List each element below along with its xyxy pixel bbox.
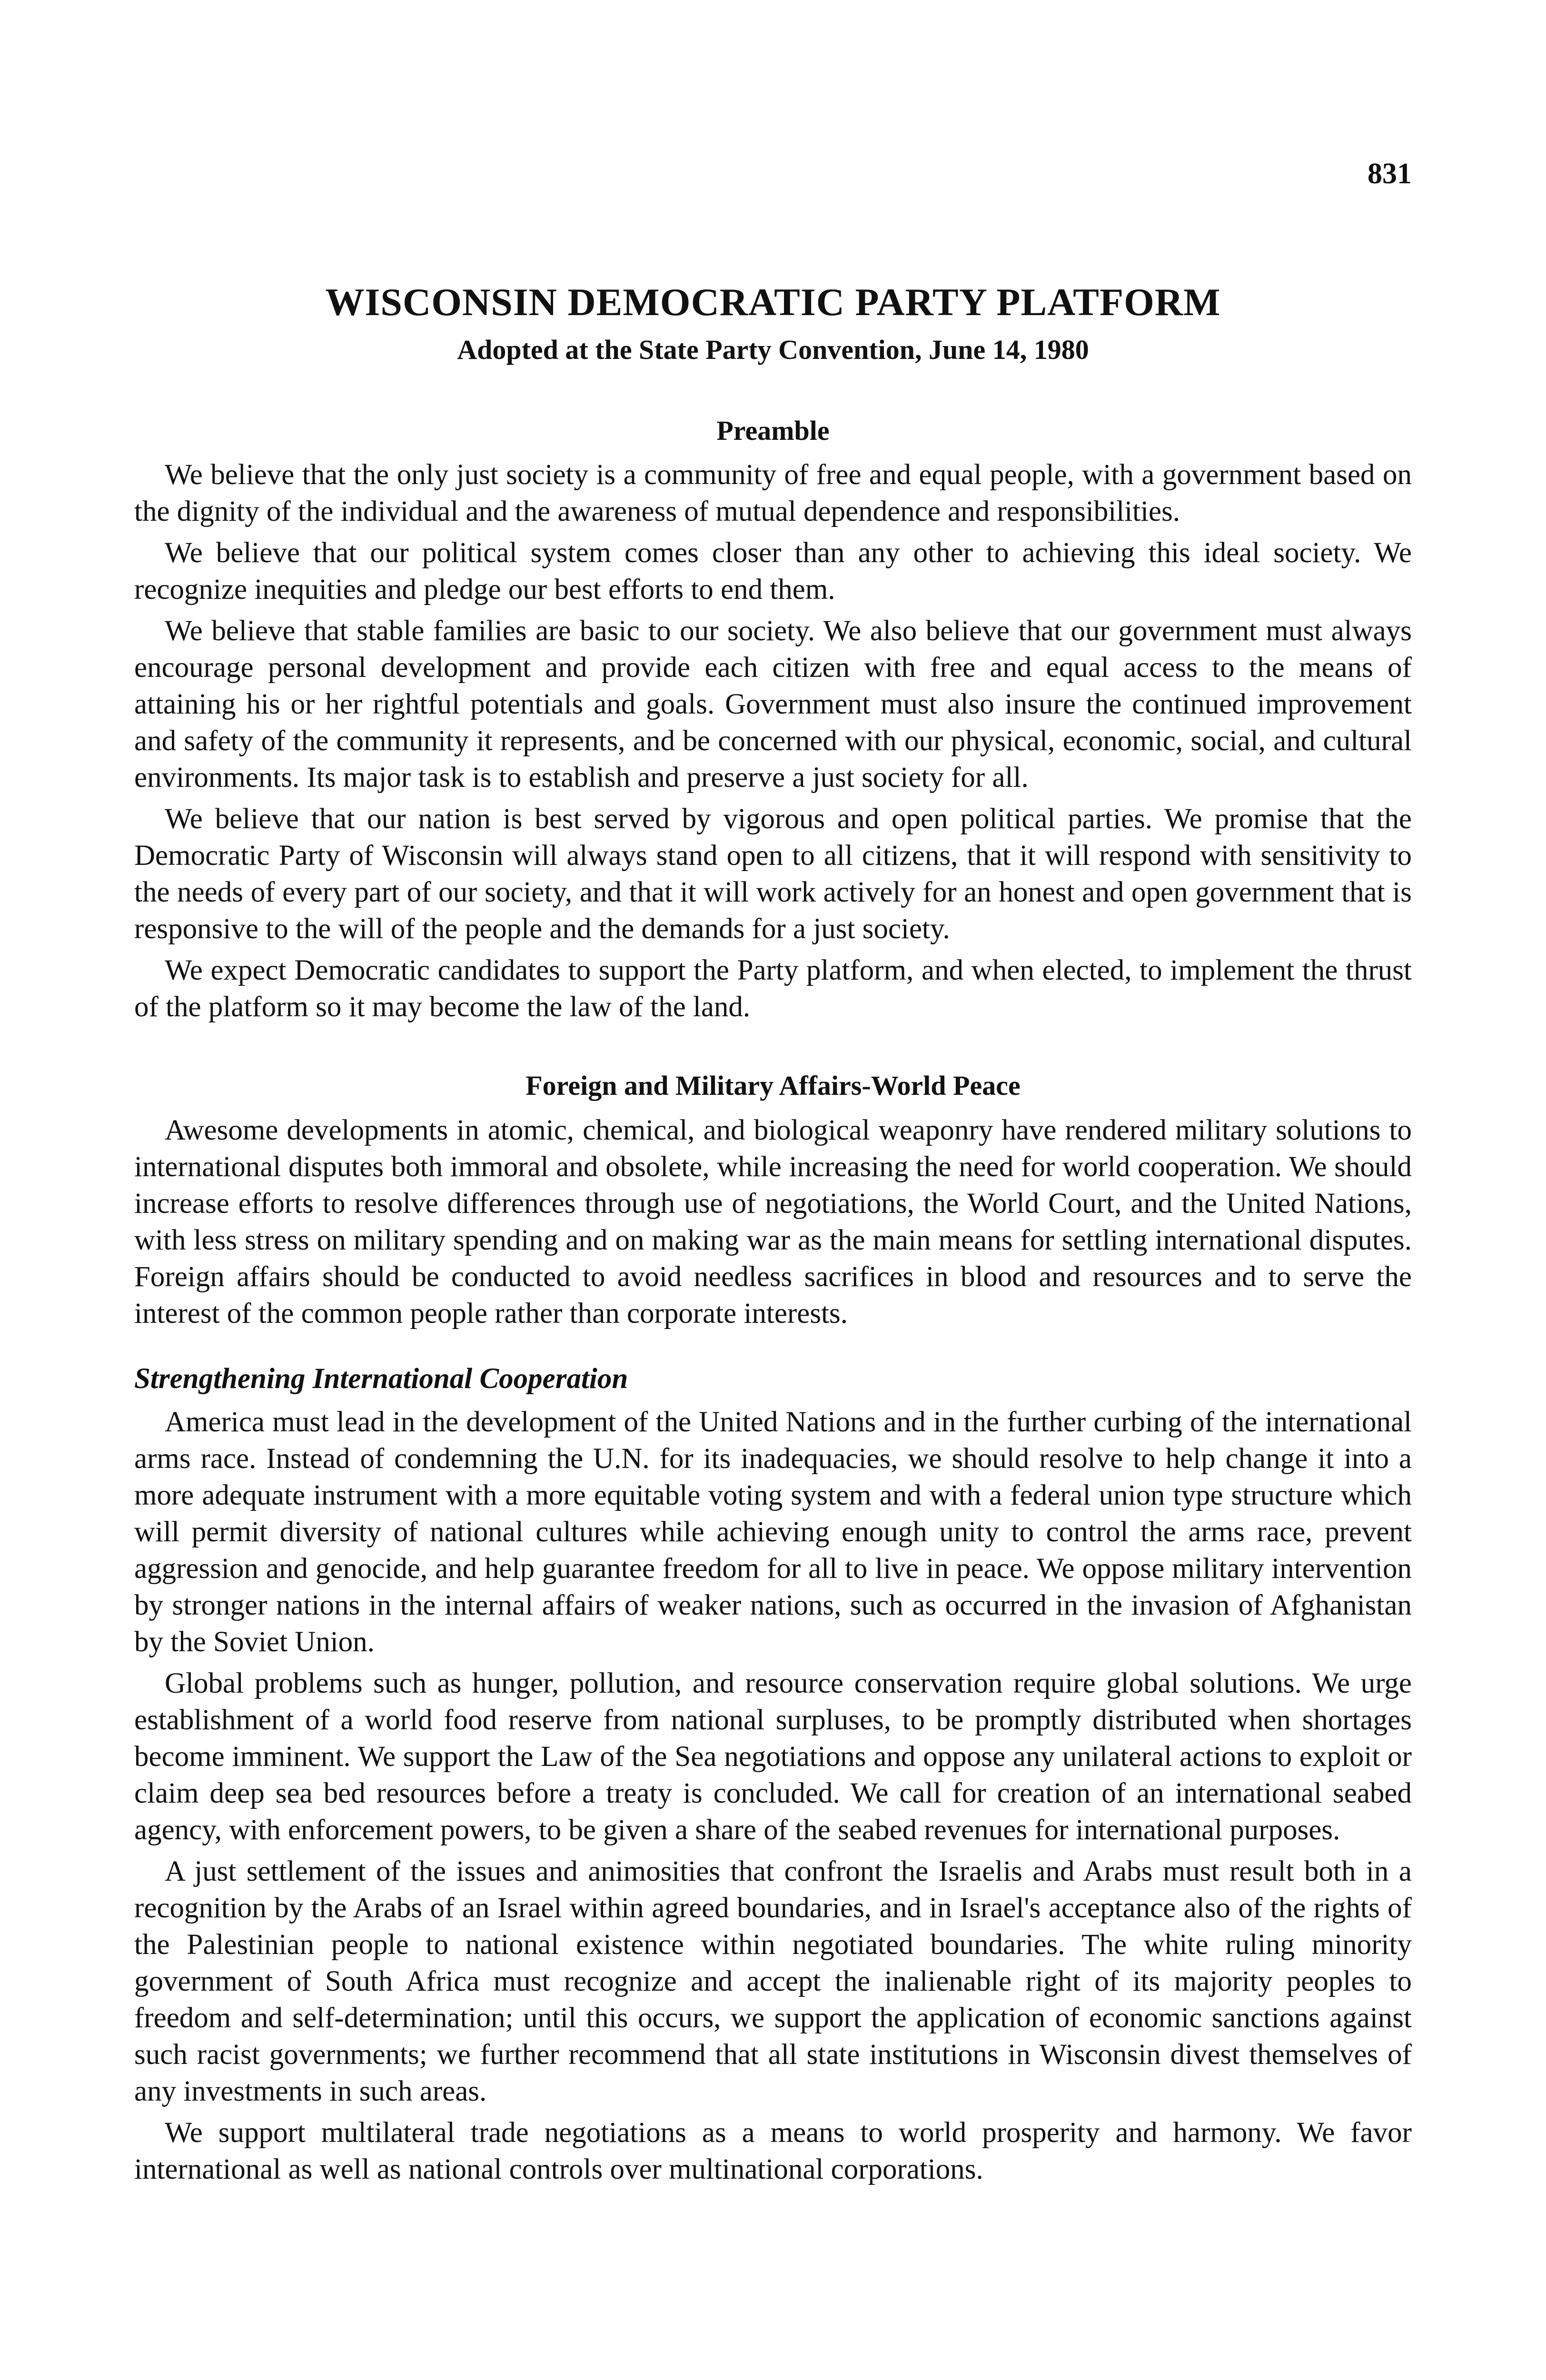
foreign-affairs-paragraph-1: Awesome developments in atomic, chemical, and biological weaponry have rendered military solutions to international disputes both immoral and obsolete, while increasing the need for world cooperation. We should increase efforts to resolve differences through use of negotiations, the World Court, and the United Nations, with less stress on military spending and on making war as the main means for settling international disputes. Foreign affairs should be conducted to avoid needless sacrifices in blood and resources and to serve the interest of the common people rather than corporate interests.	[134, 1114, 1412, 1329]
foreign-affairs-section	[134, 1069, 1412, 2188]
foreign-affairs-heading: Foreign and Military Affairs-World Peace	[525, 1070, 1021, 1101]
preamble-heading: Preamble	[716, 415, 830, 446]
document-body	[134, 281, 1412, 2192]
international-cooperation-heading: Strengthening International Cooperation	[134, 1362, 628, 1395]
preamble-paragraph-4: We believe that our nation is best served by vigorous and open political parties. We promise that the Democratic Party of Wisconsin will always stand open to all citizens, that it will respond with sensitivity to the needs of every part of our society, and that it will work actively for an honest and open government that is responsive to the will of the people and the demands for a just society.	[134, 803, 1412, 945]
international-cooperation-paragraph-4: We support multilateral trade negotiations as a means to world prosperity and harmony. We favor international as well as national controls over multinational corporations.	[134, 2117, 1412, 2186]
preamble-paragraph-3: We believe that stable families are basic to our society. We also believe that our government must always encourage personal development and provide each citizen with free and equal access to the means of attaining his or her rightful potentials and goals. Government must also insure the continued improvement and safety of the community it represents, and be concerned with our physical, economic, social, and cultural environments. Its major task is to establish and preserve a just society for all.	[134, 615, 1412, 794]
international-cooperation-paragraph-1: America must lead in the development of the United Nations and in the further curbing of the international arms race. Instead of condemning the U.N. for its inadequacies, we should resolve to help change it into a more adequate instrument with a more equitable voting system and with a federal union type structure which will permit diversity of national cultures while achieving enough unity to control the arms race, prevent aggression and genocide, and help guarantee freedom for all to live in peace. We oppose military intervention by stronger nations in the internal affairs of weaker nations, such as occurred in the invasion of Afghanistan by the Soviet Union.	[134, 1406, 1412, 1658]
document-subtitle: Adopted at the State Party Convention, June 14, 1980	[457, 334, 1089, 366]
preamble-paragraph-1: We believe that the only just society is a community of free and equal people, with a government based on the dignity of the individual and the awareness of mutual dependence and responsibilities.	[134, 459, 1412, 528]
document-title: WISCONSIN DEMOCRATIC PARTY PLATFORM	[325, 280, 1221, 324]
page-number: 831	[1368, 158, 1412, 190]
preamble-paragraph-5: We expect Democratic candidates to support the Party platform, and when elected, to implement the thrust of the platform so it may become the law of the land.	[134, 954, 1412, 1023]
preamble-paragraph-2: We believe that our political system comes closer than any other to achieving this ideal society. We recognize inequities and pledge our best efforts to end them.	[134, 537, 1412, 606]
preamble-section	[134, 414, 1412, 1026]
international-cooperation-paragraph-2: Global problems such as hunger, pollution, and resource conservation require global solutions. We urge establishment of a world food reserve from national surpluses, to be promptly distributed when shortages become imminent. We support the Law of the Sea negotiations and oppose any unilateral actions to exploit or claim deep sea bed resources before a treaty is concluded. We call for creation of an international seabed agency, with enforcement powers, to be given a share of the seabed revenues for international purposes.	[134, 1667, 1412, 1846]
international-cooperation-paragraph-3: A just settlement of the issues and animosities that confront the Israelis and Arabs must result both in a recognition by the Arabs of an Israel within agreed boundaries, and in Israel's acceptance also of the rights of the Palestinian people to national existence within negotiated boundaries. The white ruling minority government of South Africa must recognize and accept the inalienable right of its majority peoples to freedom and self-determination; until this occurs, we support the application of economic sanctions against such racist governments; we further recommend that all state institutions in Wisconsin divest themselves of any investments in such areas.	[134, 1855, 1412, 2108]
